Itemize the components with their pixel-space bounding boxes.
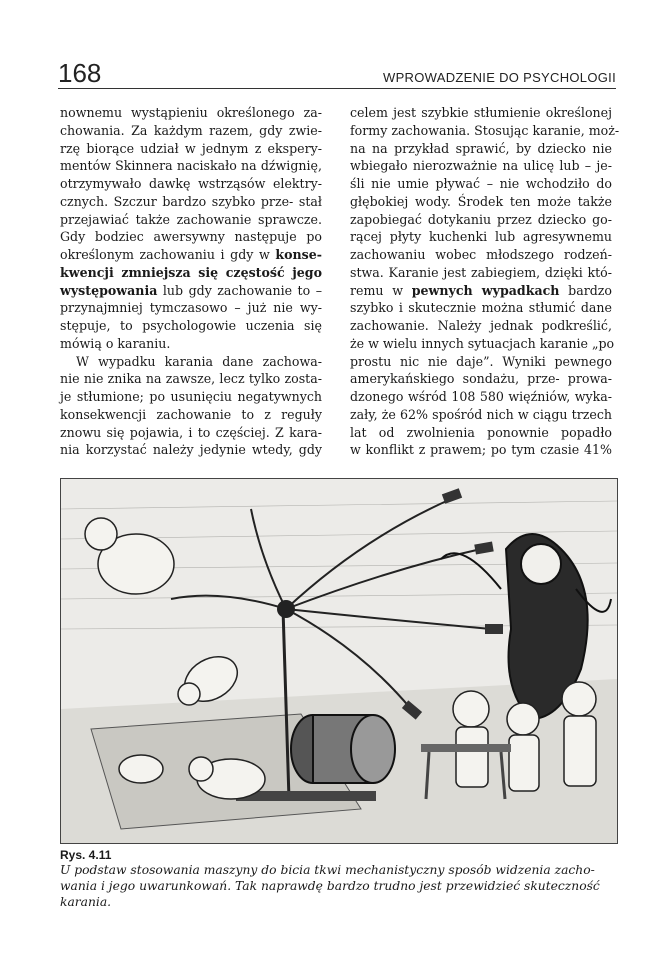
text-line: chowania. Za każdym razem, gdy zwie-: [60, 122, 322, 138]
text-run: lub gdy zachowanie to –: [157, 282, 322, 298]
text-run: bardzo: [559, 282, 613, 298]
text-line: przejawiać także zachowanie sprawcze.: [60, 211, 322, 227]
text-line: konsekwencji zachowanie to z reguły: [60, 406, 322, 422]
illustration-spanking-machine: [60, 478, 618, 844]
text-line: głębokiej wody. Środek ten może także: [350, 193, 612, 209]
key-term: pewnych wypadkach: [411, 282, 560, 298]
text-line: zapobiegać dotykaniu przez dziecko go-: [350, 211, 612, 227]
text-line: stępuje, to psychologowie uczenia się: [60, 318, 322, 333]
text-line: wbiegało nierozważnie na ulicę lub – je-: [350, 158, 612, 174]
text-line: nie nie znika na zawsze, lecz tylko zosta-: [60, 371, 322, 387]
illustration-drawing: [61, 479, 617, 843]
header-rule: [58, 88, 616, 89]
text-line: amerykańskiego sondażu, prze- prowa-: [350, 371, 612, 387]
text-line: [60, 246, 322, 264]
text-line: że w wielu innych sytuacjach karanie „po: [350, 335, 615, 351]
figure-caption: [60, 862, 618, 910]
page-number: 168: [58, 58, 102, 88]
text-line: stwa. Karanie jest zabiegiem, dzięki któ-: [350, 264, 612, 280]
text-line: prostu nic nie daje”. Wyniki pewnego: [350, 353, 612, 369]
text-line: znowu się pojawia, i to częściej. Z kara-: [60, 424, 322, 440]
text-line: nia korzystać należy jedynie wtedy, gdy: [60, 442, 322, 458]
caption-line: karania.: [60, 895, 112, 909]
text-line: nownemu wystąpieniu określonego za-: [60, 105, 322, 120]
text-line: śli nie umie pływać – nie wchodziło do: [350, 176, 612, 191]
text-line: rzę biorące udział w jednym z ekspery-: [60, 140, 322, 156]
text-line: na na przykład sprawić, by dziecko nie: [350, 140, 612, 156]
text-line: [350, 282, 612, 300]
key-term-line: kwencji zmniejsza się częstość jego: [60, 264, 322, 280]
text-line: je stłumione; po usunięciu negatywnych: [60, 389, 322, 404]
text-line: otrzymywało dawkę wstrząsów elektry-: [60, 176, 322, 191]
text-line: W wypadku karania dane zachowa-: [76, 353, 322, 369]
text-line: [60, 282, 322, 300]
text-line: mentów Skinnera naciskało na dźwignię,: [60, 158, 322, 174]
key-term: konse-: [275, 247, 322, 262]
text-line: zały, że 62% spośród nich w ciągu trzech: [350, 406, 612, 422]
text-run: remu w: [350, 282, 412, 298]
text-line: celem jest szybkie stłumienie określonej: [350, 105, 612, 120]
text-line: w konflikt z prawem; po tym czasie 41%: [350, 442, 612, 458]
caption-line: wania i jego uwarunkowań. Tak naprawdę bardzo trudno jest przewidzieć skuteczność: [60, 879, 600, 893]
text-line: dzonego wśród 108 580 więźniów, wyka-: [350, 389, 612, 404]
text-line: mówią o karaniu.: [60, 335, 171, 351]
text-line: zachowaniu wobec młodszego rodzeń-: [350, 247, 612, 262]
text-line: rącej płyty kuchenki lub agresywnemu: [350, 229, 612, 245]
text-run: określonym zachowaniu i gdy w: [60, 247, 276, 262]
figure-label: Rys. 4.11: [60, 848, 112, 862]
right-column: [350, 104, 620, 459]
running-head: WPROWADZENIE DO PSYCHOLOGII: [383, 70, 616, 85]
text-line: Gdy bodziec awersywny następuje po: [60, 229, 322, 245]
key-term: występowania: [60, 282, 158, 298]
text-line: szybko i skutecznie można stłumić dane: [350, 300, 612, 316]
page-header: [58, 58, 618, 92]
text-line: zachowanie. Należy jednak podkreślić,: [350, 318, 612, 333]
left-column: [60, 104, 322, 459]
caption-line: U podstaw stosowania maszyny do bicia tkwi mechanistyczny sposób widzenia zacho-: [60, 863, 595, 877]
text-line: formy zachowania. Stosując karanie, moż-: [350, 122, 620, 138]
text-line: cznych. Szczur bardzo szybko prze- stał: [60, 193, 322, 209]
text-line: przynajmniej tymczasowo – już nie wy-: [60, 300, 322, 316]
text-line: lat od zwolnienia ponownie popadło: [350, 424, 612, 440]
